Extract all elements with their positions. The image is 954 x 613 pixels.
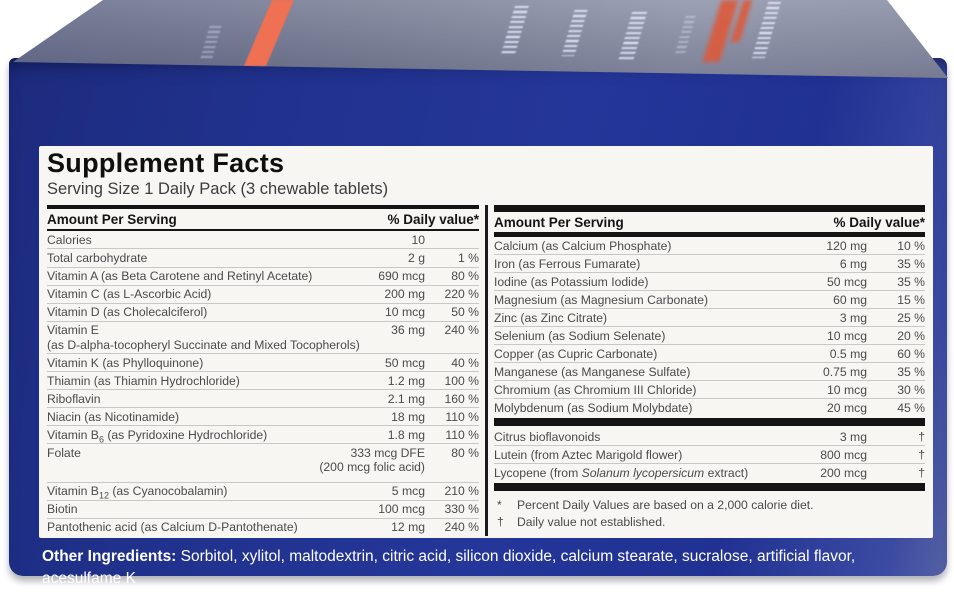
- amount-per-serving-header: Amount Per Serving: [47, 211, 177, 227]
- nutrient-daily-value: 110 %: [445, 409, 479, 424]
- other-ingredients-line: [42, 546, 919, 591]
- nutrient-row-line: [47, 233, 479, 247]
- nutrient-row-line: [47, 427, 479, 445]
- nutrient-row-line: [47, 484, 479, 501]
- nutrient-row-line: [494, 448, 925, 462]
- nutrient-row: [47, 518, 479, 536]
- nutrient-daily-value: †: [918, 465, 925, 480]
- nutrient-row-line: [494, 365, 925, 379]
- serving-size-text: Serving Size 1 Daily Pack (3 chewable tablets): [47, 180, 389, 199]
- facts-column-right: [494, 205, 925, 536]
- nutrient-amount: 18 mg: [391, 409, 425, 424]
- other-ingredients-text: Sorbitol, xylitol, maltodextrin, citric acid, silicon dioxide, calcium stearate, sucralose, artificial flavor, acesulfame K: [42, 548, 856, 588]
- nutrient-row: [47, 425, 479, 443]
- nutrient-row: [494, 463, 925, 481]
- nutrient-daily-value: 20 %: [897, 328, 925, 343]
- nutrient-row: [494, 428, 925, 445]
- nutrient-row: [47, 321, 479, 354]
- nutrient-amount: 690 mcg: [378, 269, 425, 284]
- nutrient-row: [47, 500, 479, 518]
- nutrient-amount: 0.5 mg: [829, 346, 867, 361]
- nutrient-amount: 50 mcg: [827, 274, 867, 289]
- daily-value-header: % Daily value*: [833, 215, 925, 230]
- nutrient-row-line: [47, 374, 479, 388]
- nutrient-daily-value: †: [918, 447, 925, 462]
- nutrient-row: [47, 231, 479, 248]
- nutrient-amount: 5 mcg: [391, 484, 425, 499]
- nutrient-name: Folate: [47, 445, 81, 460]
- nutrient-name: Calcium (as Calcium Phosphate): [494, 238, 672, 253]
- box-top-text-decoration: [674, 16, 695, 56]
- nutrient-rows-left: [47, 231, 479, 536]
- nutrient-name: Vitamin C (as L-Ascorbic Acid): [47, 287, 212, 302]
- nutrient-row-line: [47, 410, 479, 424]
- nutrient-name: Molybdenum (as Sodium Molybdate): [494, 400, 693, 415]
- nutrient-name: Vitamin A (as Beta Carotene and Retinyl Acetate): [47, 269, 313, 284]
- nutrient-amount: 1.8 mg: [387, 427, 425, 442]
- box-top-text-decoration: [618, 12, 647, 62]
- nutrient-daily-value: 35 %: [897, 364, 925, 379]
- column-header: [47, 209, 479, 229]
- nutrient-amount: 36 mg: [391, 323, 425, 338]
- nutrient-name: Lutein (from Aztec Marigold flower): [494, 447, 683, 462]
- footnote-text: Daily value not established.: [517, 514, 666, 529]
- botanical-rows: [494, 428, 925, 481]
- nutrient-row-line: [494, 293, 925, 307]
- nutrient-row-line: [47, 251, 479, 265]
- nutrient-amount: 200 mcg: [820, 465, 867, 480]
- box-front-face: [9, 58, 947, 610]
- nutrient-amount-note: (200 mcg folic acid): [319, 460, 425, 475]
- nutrient-row: [494, 326, 925, 344]
- nutrient-daily-value: 35 %: [897, 256, 925, 271]
- nutrient-daily-value: 240 %: [444, 520, 479, 535]
- nutrient-amount: 3 mg: [839, 429, 867, 444]
- divider-bar: [494, 205, 925, 212]
- nutrient-name: Selenium (as Sodium Selenate): [494, 328, 666, 343]
- contains-label: Contains:: [42, 592, 108, 610]
- nutrient-amount: 1.2 mg: [387, 373, 425, 388]
- nutrient-amount: 333 mcg DFE: [350, 445, 425, 460]
- nutrient-row: [47, 303, 479, 321]
- nutrient-row: [47, 443, 479, 476]
- nutrient-row-line: [494, 347, 925, 361]
- nutrient-daily-value: 240 %: [444, 323, 479, 338]
- nutrient-row: [47, 353, 479, 371]
- nutrient-amount: 120 mg: [826, 238, 867, 253]
- nutrient-daily-value: 25 %: [897, 310, 925, 325]
- footnotes: [494, 497, 925, 530]
- footnote: [494, 514, 925, 530]
- nutrient-row-line: [494, 239, 925, 253]
- nutrient-row: [494, 308, 925, 326]
- nutrient-row-line: [494, 466, 925, 480]
- nutrient-daily-value: [425, 233, 479, 247]
- nutrient-name: Vitamin $B_{12}$ (as Cyanocobalamin): [47, 484, 228, 501]
- nutrient-amount: 10 mcg: [385, 305, 425, 320]
- footnote-text: Percent Daily Values are based on a 2,000 calorie diet.: [517, 498, 814, 513]
- nutrient-row: [47, 371, 479, 389]
- nutrient-name: Citrus bioflavonoids: [494, 429, 601, 444]
- nutrient-daily-value: 80 %: [451, 445, 479, 460]
- nutrient-name: Pantothenic acid (as Calcium D-Pantothenate): [47, 520, 298, 535]
- nutrient-name: Thiamin (as Thiamin Hydrochloride): [47, 373, 240, 388]
- nutrient-daily-value: 45 %: [897, 400, 925, 415]
- facts-columns: [47, 205, 925, 536]
- contains-line: [42, 591, 919, 613]
- nutrient-amount: 50 mcg: [385, 355, 425, 370]
- nutrient-amount: 200 mg: [384, 287, 425, 302]
- nutrient-row-line: [494, 430, 925, 444]
- nutrient-daily-value: 80 %: [451, 269, 479, 284]
- nutrient-row: [494, 362, 925, 380]
- contains-detail: (Coconut): [203, 592, 273, 610]
- nutrient-row: [494, 445, 925, 463]
- contains-allergen: TREE NUTS: [111, 592, 200, 610]
- nutrient-row: [494, 290, 925, 308]
- nutrient-name: Riboflavin: [47, 391, 101, 406]
- box-top-text-decoration: [200, 26, 221, 58]
- nutrient-daily-value: 210 %: [444, 484, 479, 499]
- box-top-text-decoration: [561, 10, 587, 56]
- nutrient-daily-value: †: [918, 429, 925, 444]
- daily-value-header: % Daily value*: [387, 211, 479, 227]
- nutrient-row-line: [47, 269, 479, 283]
- nutrient-amount: 800 mcg: [820, 447, 867, 462]
- section-divider-bar: [494, 418, 925, 426]
- nutrient-name: Total carbohydrate: [47, 250, 148, 265]
- footnote: [494, 497, 925, 513]
- section-divider-bar: [494, 483, 925, 491]
- nutrient-row-line: [47, 287, 479, 301]
- nutrient-row-line: [494, 329, 925, 343]
- nutrient-row: [494, 237, 925, 254]
- nutrient-daily-value: 40 %: [451, 355, 479, 370]
- nutrient-name: Calories: [47, 232, 92, 247]
- orange-stripe-decoration: [244, 0, 294, 66]
- nutrient-amount: 10 mcg: [827, 328, 867, 343]
- nutrient-row-line: [47, 356, 479, 370]
- nutrient-name: Iodine (as Potassium Iodide): [494, 274, 649, 289]
- nutrient-amount: 6 mg: [839, 256, 867, 271]
- nutrient-name: Lycopene (from Solanum lycopersicum extract): [494, 465, 749, 480]
- nutrient-daily-value: 15 %: [897, 292, 925, 307]
- nutrient-row-line: [47, 520, 479, 534]
- nutrient-row-line: [47, 305, 479, 319]
- nutrient-row: [47, 248, 479, 266]
- nutrient-name: Vitamin D (as Cholecalciferol): [47, 305, 208, 320]
- nutrient-amount: 3 mg: [839, 310, 867, 325]
- footnote-symbol: †: [497, 514, 504, 529]
- nutrient-row-line: [494, 401, 925, 415]
- nutrient-row: [494, 398, 925, 416]
- nutrient-row: [47, 267, 479, 285]
- nutrient-amount: 20 mcg: [827, 400, 867, 415]
- amount-per-serving-header: Amount Per Serving: [494, 215, 624, 230]
- nutrient-note: (as D-alpha-tocopheryl Succinate and Mixed Tocopherols): [47, 337, 360, 352]
- nutrient-row: [47, 285, 479, 303]
- nutrient-row-line: [494, 257, 925, 271]
- nutrient-row: [47, 389, 479, 407]
- nutrient-amount: 0.75 mg: [822, 364, 867, 379]
- nutrient-rows-right: [494, 237, 925, 416]
- nutrient-name: Magnesium (as Magnesium Carbonate): [494, 292, 709, 307]
- nutrient-daily-value: 330 %: [444, 502, 479, 517]
- nutrient-row: [47, 407, 479, 425]
- box-top-text-decoration: [752, 2, 781, 58]
- nutrient-name: Copper (as Cupric Carbonate): [494, 346, 658, 361]
- nutrient-name: Chromium (as Chromium III Chloride): [494, 382, 697, 397]
- nutrient-row: [494, 344, 925, 362]
- nutrient-row-line: [47, 446, 479, 460]
- nutrient-amount: 2.1 mg: [387, 391, 425, 406]
- nutrient-daily-value: 1 %: [457, 250, 479, 265]
- nutrient-daily-value: 35 %: [897, 274, 925, 289]
- nutrient-row-line: [494, 275, 925, 289]
- nutrient-name: Vitamin $B_6$ (as Pyridoxine Hydrochloride): [47, 427, 268, 445]
- nutrient-amount: 100 mcg: [378, 502, 425, 517]
- nutrient-daily-value: 50 %: [451, 305, 479, 320]
- nutrient-row: [494, 380, 925, 398]
- nutrient-row-line: [47, 392, 479, 406]
- nutrient-daily-value: 30 %: [897, 382, 925, 397]
- ingredients-footer: [42, 546, 919, 613]
- nutrient-daily-value: 100 %: [444, 373, 479, 388]
- column-header: [494, 212, 925, 232]
- nutrient-amount: 10: [411, 232, 425, 247]
- nutrient-amount: 12 mg: [391, 520, 425, 535]
- nutrient-daily-value: 220 %: [444, 287, 479, 302]
- nutrient-amount: 2 g: [408, 250, 425, 265]
- nutrient-name: Vitamin K (as Phylloquinone): [47, 355, 204, 370]
- nutrient-daily-value: 10 %: [897, 238, 925, 253]
- box-top-text-decoration: [501, 6, 529, 54]
- nutrient-amount: 10 mcg: [827, 382, 867, 397]
- nutrient-daily-value: 110 %: [445, 427, 479, 442]
- nutrient-name: Iron (as Ferrous Fumarate): [494, 256, 641, 271]
- nutrient-row: [494, 254, 925, 272]
- footnote-symbol: *: [497, 498, 502, 513]
- nutrient-daily-value: 60 %: [897, 346, 925, 361]
- nutrient-amount: 60 mg: [833, 292, 867, 307]
- nutrient-row-line: [494, 383, 925, 397]
- nutrient-name: Niacin (as Nicotinamide): [47, 409, 180, 424]
- nutrient-daily-value: 160 %: [444, 391, 479, 406]
- nutrient-name: Vitamin E: [47, 323, 99, 338]
- nutrient-name: Manganese (as Manganese Sulfate): [494, 364, 691, 379]
- nutrient-row: [494, 272, 925, 290]
- nutrient-row-line: [47, 502, 479, 516]
- nutrient-row: [47, 482, 479, 500]
- nutrient-name: Zinc (as Zinc Citrate): [494, 310, 608, 325]
- nutrient-row-line: [47, 323, 479, 337]
- other-ingredients-label: Other Ingredients:: [42, 548, 177, 565]
- facts-column-left: [47, 205, 479, 536]
- column-divider: [485, 205, 488, 536]
- supplement-facts-label: [39, 146, 933, 538]
- supplement-facts-title: Supplement Facts: [47, 148, 285, 178]
- nutrient-row-line: [494, 311, 925, 325]
- nutrient-name: Biotin: [47, 502, 78, 517]
